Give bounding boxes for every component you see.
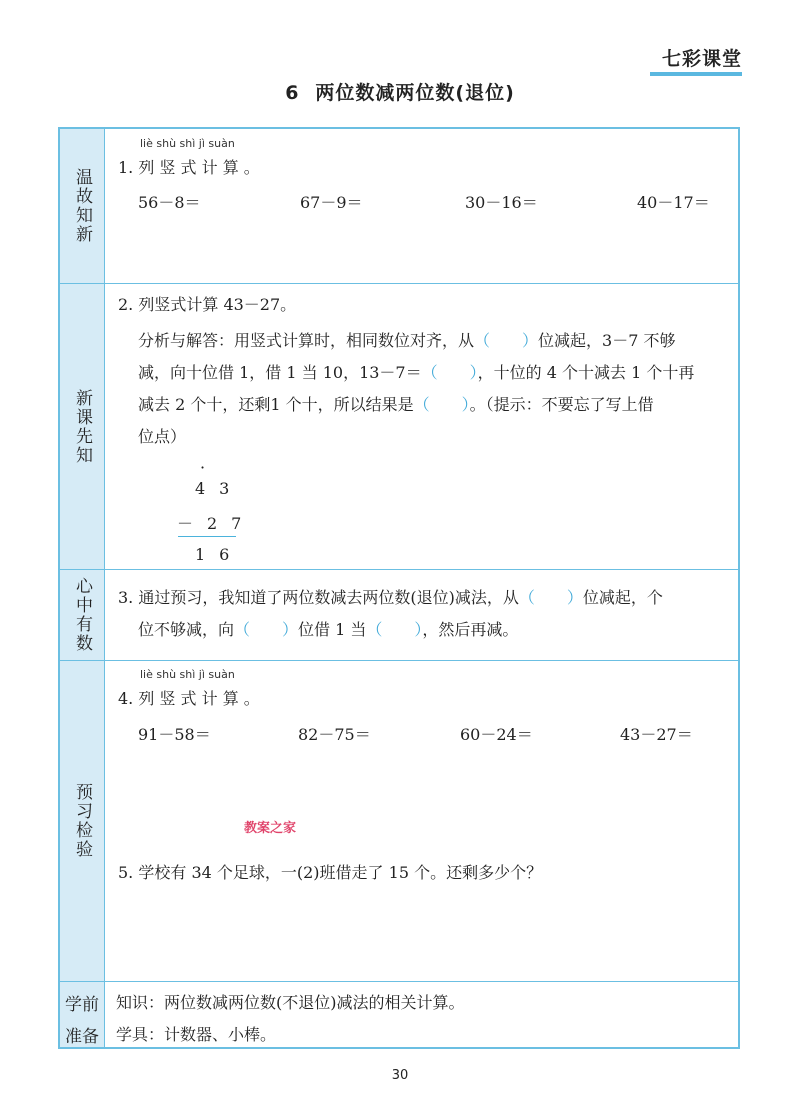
brand-underline (650, 72, 742, 76)
q4-text: 4. 列 竖 式 计 算 。 (118, 689, 260, 708)
vertical-result-line (178, 536, 236, 537)
q4-item: 60－24＝ (460, 725, 533, 744)
watermark: 教案之家 (244, 821, 297, 836)
q1-item: 40－17＝ (637, 193, 710, 212)
answer-blank[interactable]: （ ） (474, 331, 539, 350)
section-label-review: 温故知新 (72, 168, 92, 244)
section-divider (60, 981, 738, 982)
q1-item: 30－16＝ (465, 193, 538, 212)
section-divider (60, 283, 738, 284)
section-divider (60, 569, 738, 570)
q4-item: 43－27＝ (620, 725, 693, 744)
q1-pinyin: liè shù shì jì suàn (140, 137, 235, 150)
q1-item: 56－8＝ (138, 193, 201, 212)
section-label-check: 预习检验 (72, 783, 92, 859)
section-divider (60, 660, 738, 661)
prep-knowledge: 知识：两位数减两位数(不退位)减法的相关计算。 (116, 993, 465, 1012)
answer-blank[interactable]: （ ） (234, 620, 299, 639)
sidebar-divider (104, 129, 105, 1047)
q1-text: 1. 列 竖 式 计 算 。 (118, 158, 260, 177)
answer-blank[interactable]: （ ） (366, 620, 423, 639)
q3-text: 3. 通过预习，我知道了两位数减去两位数(退位)减法，从（ ）位减起，个 位不够减，向（ ）位借 1 当（ ），然后再减。 (118, 588, 663, 639)
prep-tools: 学具：计数器、小棒。 (116, 1025, 277, 1044)
page-number: 30 (391, 1068, 409, 1083)
section-label-preview: 新课先知 (72, 388, 92, 465)
brand-text: 七彩课堂 (661, 48, 742, 70)
vertical-result: 16 (195, 545, 244, 564)
section-label-summary: 心中有数 (72, 577, 92, 653)
lesson-number: 6 (285, 82, 300, 104)
section-label-prep-2: 准备 (65, 1027, 99, 1047)
q5-text: 5. 学校有 34 个足球，一(2)班借走了 15 个。还剩多少个？ (118, 863, 543, 882)
q4-pinyin: liè shù shì jì suàn (140, 668, 235, 681)
section-label-prep-1: 学前 (65, 995, 99, 1015)
answer-blank[interactable]: （ ） (421, 363, 478, 382)
answer-blank[interactable]: （ ） (518, 588, 583, 607)
vertical-subtrahend: －27 (177, 514, 256, 533)
lesson-title-text: 两位数减两位数(退位) (315, 82, 515, 104)
q4-item: 91－58＝ (138, 725, 211, 744)
vertical-minuend: 43 (195, 479, 244, 498)
q4-item: 82－75＝ (298, 725, 371, 744)
borrow-dot: · (200, 458, 206, 477)
answer-blank[interactable]: （ ） (413, 395, 470, 414)
q1-item: 67－9＝ (300, 193, 363, 212)
lesson-title (0, 78, 800, 105)
q2-title: 2. 列竖式计算 43－27。 (118, 295, 297, 314)
brand-logo (650, 44, 742, 76)
q2-analysis: 分析与解答：用竖式计算时，相同数位对齐，从（ ）位减起，3－7 不够 减，向十位借 1，借 1 当 10，13－7＝（ ），十位的 4 个十减去 1 个十再 减去 2 个十，还剩1 个十，所以结果是（ ）。（提示：不要忘了写上借 位点） (138, 331, 695, 446)
